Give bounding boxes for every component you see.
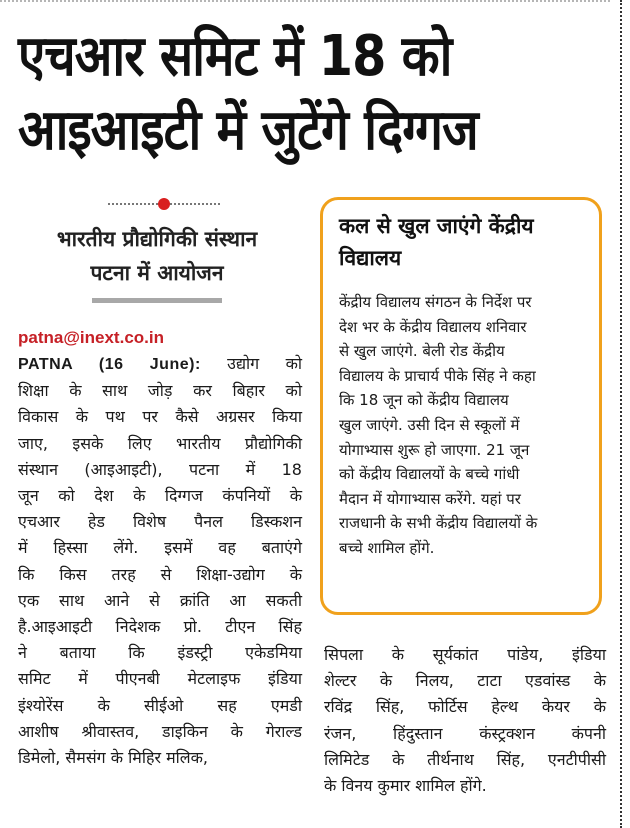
author-email[interactable]: patna@inext.co.in (18, 328, 164, 347)
top-dotted-edge (0, 0, 610, 8)
body-line: के विनय कुमार शामिल होंगे. (324, 776, 487, 796)
body-line: शेल्टर के निलय, टाटा एडवांस्ड के (324, 671, 606, 691)
body-line: ने बताया कि इंडस्ट्री एकेडमिया (18, 643, 302, 663)
divider-dot (158, 198, 170, 210)
body-line: जून को देश के दिग्गज कंपनियों के (18, 486, 302, 506)
box-line: देश भर के केंद्रीय विद्यालय शनिवार (339, 317, 527, 336)
article-body-right-column (324, 642, 606, 799)
box-line: कि 18 जून को केंद्रीय विद्यालय (339, 391, 509, 410)
box-line: से खुल जाएंगे. बेली रोड केंद्रीय (339, 342, 505, 361)
body-line: एक साथ आने से क्रांति आ सकती (18, 590, 302, 610)
sidebar-box-title-line-2: विद्यालय (339, 246, 402, 270)
body-line: रविंद्र सिंह, फोर्टिस हेल्थ केयर के (324, 697, 606, 717)
headline-divider (108, 198, 220, 210)
body-line: है.आइआइटी निदेशक प्रो. टीएन सिंह (18, 617, 302, 637)
subheadline-line-2: पटना में आयोजन (90, 261, 224, 285)
body-line: शिक्षा के साथ जोड़ कर बिहार को (18, 381, 302, 401)
body-line: सिपला के सूर्यकांत पांडेय, इंडिया (324, 645, 606, 664)
body-line: आशीष श्रीवास्तव, डाइकिन के गेराल्ड (18, 721, 302, 741)
body-line: में हिस्सा लेंगे. इसमें वह बताएंगे (18, 538, 302, 558)
body-line: जाए, इसके लिए भारतीय प्रौद्योगिकी (18, 433, 302, 453)
box-line: राजधानी के सभी केंद्रीय विद्यालयों के (339, 514, 538, 533)
body-line: विकास के पथ पर कैसे अग्रसर किया (18, 407, 302, 427)
sidebar-box-title-line-1: कल से खुल जाएंगे केंद्रीय (339, 214, 534, 238)
body-line: PATNA (16 June): उद्योग को (18, 354, 303, 373)
box-line: मैदान में योगाभ्यास करेंगे. यहां पर (339, 489, 521, 508)
box-line: योगाभ्यास शुरू हो जाएगा. 21 जून (339, 440, 530, 459)
box-line: विद्यालय के प्राचार्य पीके सिंह ने कहा (339, 366, 536, 385)
headline-line-1: एचआर समिट में 18 को (18, 24, 452, 89)
article-body-left-column (18, 351, 302, 771)
subheadline (22, 222, 292, 290)
box-line: केंद्रीय विद्यालय संगठन के निर्देश पर (339, 293, 532, 311)
body-line: एचआर हेड विशेष पैनल डिस्कशन (18, 512, 302, 532)
body-line: समिट में पीएनबी मेटलाइफ इंडिया (18, 669, 302, 689)
body-line: रंजन, हिंदुस्तान कंस्ट्रक्शन कंपनी (324, 723, 606, 743)
body-line: इंश्योरेंस के सीईओ सह एमडी (18, 695, 302, 715)
subheadline-underline (92, 298, 222, 303)
box-line: बच्चे शामिल होंगे. (339, 538, 435, 557)
box-line: खुल जाएंगे. उसी दिन से स्कूलों में (339, 415, 520, 434)
dateline: PATNA (16 June): (18, 356, 201, 373)
sidebar-box-title (339, 210, 589, 274)
box-line: को केंद्रीय विद्यालयों के बच्चे गांधी (339, 465, 520, 484)
body-line: कि किस तरह से शिक्षा-उद्योग के (18, 564, 302, 584)
body-line: संस्थान (आइआइटी), पटना में 18 (18, 459, 302, 479)
column-dotted-rule (620, 0, 622, 828)
sidebar-box-body (339, 290, 589, 561)
headline (18, 20, 537, 168)
body-line: लिमिटेड के तीर्थनाथ सिंह, एनटीपीसी (324, 749, 606, 769)
subheadline-line-1: भारतीय प्रौद्योगिकी संस्थान (56, 227, 258, 251)
headline-line-2: आइआइटी में जुटेंगे दिग्गज (18, 98, 478, 163)
body-line: डिमेलो, सैमसंग के मिहिर मलिक, (18, 748, 209, 768)
sidebar-news-box (320, 197, 602, 615)
